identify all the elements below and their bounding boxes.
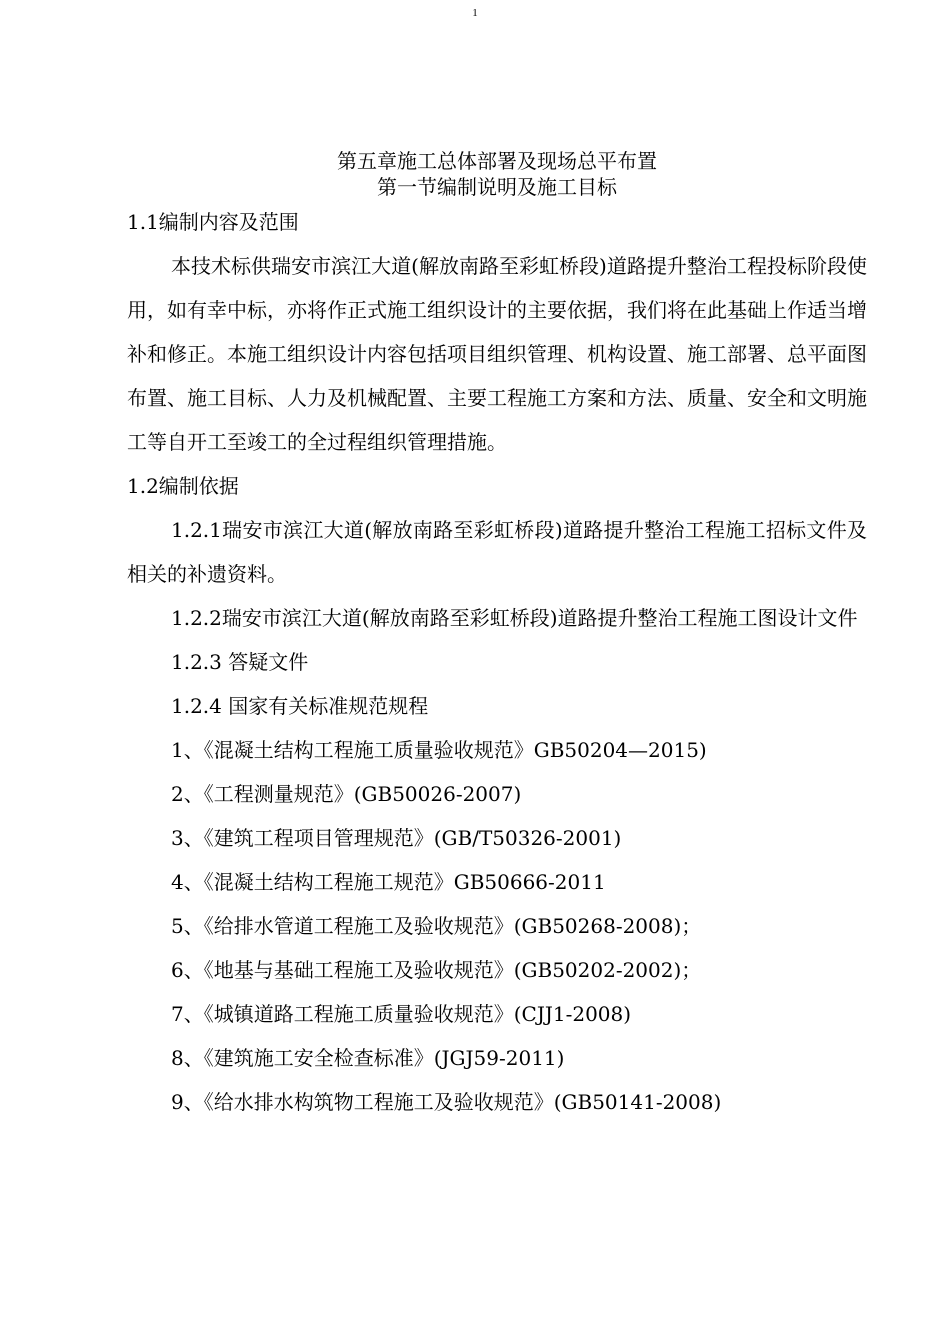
page-number: 1 (472, 7, 478, 19)
list-item: 1、《混凝土结构工程施工质量验收规范》GB50204—2015) (171, 738, 707, 762)
list-item: 3、《建筑工程项目管理规范》(GB/T50326-2001) (171, 826, 622, 850)
heading-1-1: 1.1编制内容及范围 (127, 210, 299, 234)
heading-1-2: 1.2编制依据 (127, 474, 239, 498)
standards-list (127, 728, 867, 1124)
paragraph-basis-2: 1.2.2瑞安市滨江大道(解放南路至彩虹桥段)道路提升整治工程施工图设计文件 (171, 606, 858, 630)
paragraph-scope: 本技术标供瑞安市滨江大道(解放南路至彩虹桥段)道路提升整治工程投标阶段使用，如有幸中标，亦将作正式施工组织设计的主要依据，我们将在此基础上作适当增补和修正。本施工组织设计内容包括项目组织管理、机构设置、施工部署、总平面图布置、施工目标、人力及机械配置、主要工程施工方案和方法、质量、安全和文明施工等自开工至竣工的全过程组织管理措施。 (127, 254, 867, 454)
chapter-title: 第五章施工总体部署及现场总平布置 (337, 149, 657, 173)
list-item: 7、《城镇道路工程施工质量验收规范》(CJJ1-2008) (171, 1002, 632, 1026)
list-item: 4、《混凝土结构工程施工规范》GB50666-2011 (171, 870, 606, 894)
list-item: 2、《工程测量规范》(GB50026-2007) (171, 782, 522, 806)
list-item: 8、《建筑施工安全检查标准》(JGJ59-2011) (171, 1046, 565, 1070)
section-title: 第一节编制说明及施工目标 (377, 175, 617, 199)
paragraph-basis-1: 1.2.1瑞安市滨江大道(解放南路至彩虹桥段)道路提升整治工程施工招标文件及相关的补遗资料。 (127, 518, 867, 586)
list-item: 9、《给水排水构筑物工程施工及验收规范》(GB50141-2008) (171, 1090, 722, 1114)
paragraph-basis-4: 1.2.4 国家有关标准规范规程 (171, 694, 429, 718)
document-body (127, 148, 867, 1124)
paragraph-basis-3: 1.2.3 答疑文件 (171, 650, 309, 674)
list-item: 5、《给排水管道工程施工及验收规范》(GB50268-2008)； (171, 914, 702, 938)
list-item: 6、《地基与基础工程施工及验收规范》(GB50202-2002)； (171, 958, 702, 982)
